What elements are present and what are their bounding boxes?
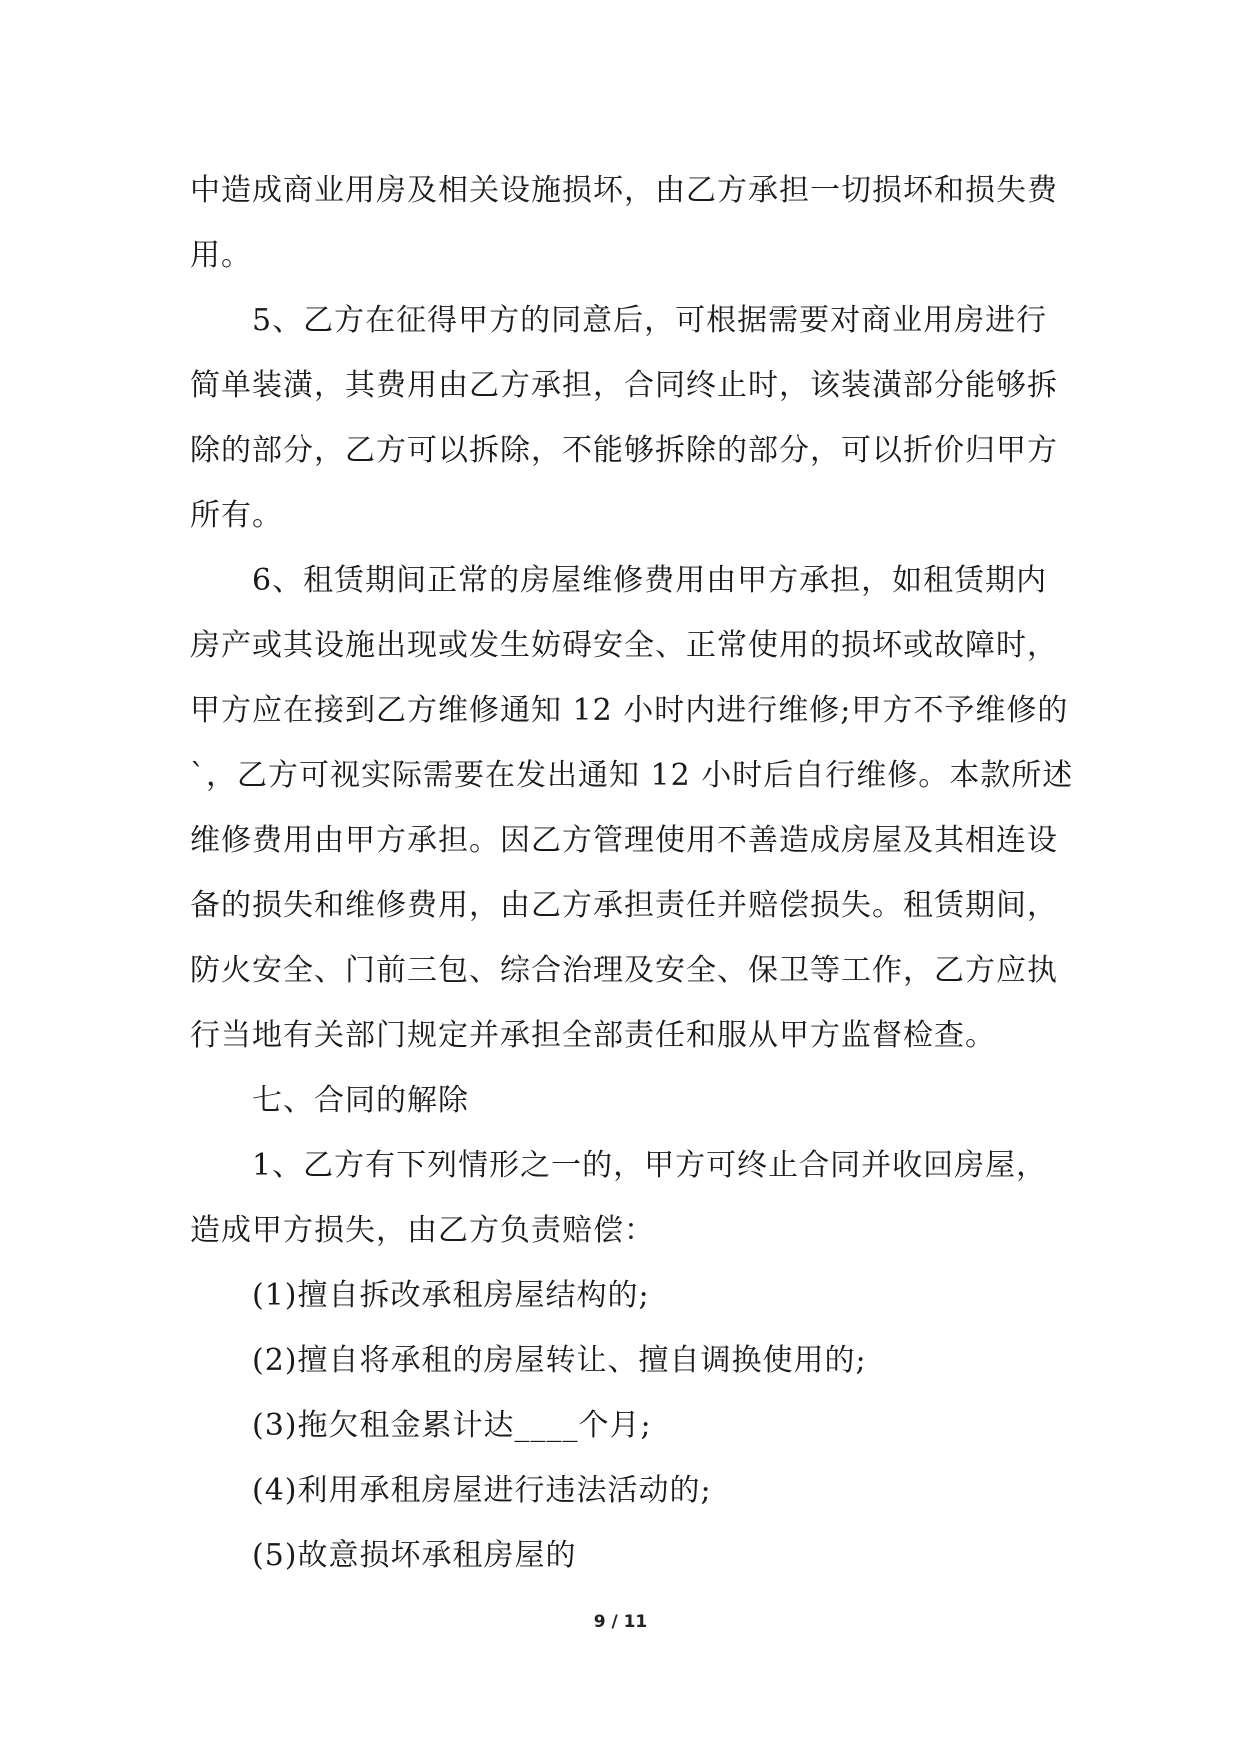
text-line: 房产或其设施出现或发生妨碍安全、正常使用的损坏或故障时， bbox=[190, 628, 1058, 663]
list-item: (2)擅自将承租的房屋转让、擅自调换使用的; bbox=[252, 1343, 867, 1378]
paragraph-start-line: 5、乙方在征得甲方的同意后，可根据需要对商业用房进行 bbox=[252, 303, 1048, 338]
list-item: (1)擅自拆改承租房屋结构的; bbox=[252, 1278, 650, 1313]
text-line: 造成甲方损失，由乙方负责赔偿： bbox=[190, 1213, 655, 1248]
list-item: (3)拖欠租金累计达____个月; bbox=[252, 1408, 652, 1443]
paragraph-start-line: 1、乙方有下列情形之一的，甲方可终止合同并收回房屋， bbox=[252, 1148, 1048, 1183]
text-line: 防火安全、门前三包、综合治理及安全、保卫等工作，乙方应执 bbox=[190, 953, 1058, 988]
text-line: 甲方应在接到乙方维修通知 12 小时内进行维修;甲方不予维修的 bbox=[190, 693, 1069, 728]
page-number: 9 / 11 bbox=[593, 1612, 648, 1632]
document-body bbox=[190, 158, 1074, 1588]
section-heading: 七、合同的解除 bbox=[252, 1083, 469, 1118]
text-line: 维修费用由甲方承担。因乙方管理使用不善造成房屋及其相连设 bbox=[190, 823, 1058, 858]
text-line: 用。 bbox=[190, 238, 252, 273]
text-line: `，乙方可视实际需要在发出通知 12 小时后自行维修。本款所述 bbox=[190, 758, 1074, 793]
text-line: 简单装潢，其费用由乙方承担，合同终止时，该装潢部分能够拆 bbox=[190, 368, 1058, 403]
text-line: 中造成商业用房及相关设施损坏，由乙方承担一切损坏和损失费 bbox=[190, 173, 1058, 208]
text-line: 行当地有关部门规定并承担全部责任和服从甲方监督检查。 bbox=[190, 1018, 996, 1053]
text-line: 所有。 bbox=[190, 498, 283, 533]
list-item: (5)故意损坏承租房屋的 bbox=[252, 1538, 577, 1573]
paragraph-start-line: 6、租赁期间正常的房屋维修费用由甲方承担，如租赁期内 bbox=[252, 563, 1048, 598]
text-line: 备的损失和维修费用，由乙方承担责任并赔偿损失。租赁期间， bbox=[190, 888, 1058, 923]
list-item: (4)利用承租房屋进行违法活动的; bbox=[252, 1473, 712, 1508]
text-line: 除的部分，乙方可以拆除，不能够拆除的部分，可以折价归甲方 bbox=[190, 433, 1058, 468]
